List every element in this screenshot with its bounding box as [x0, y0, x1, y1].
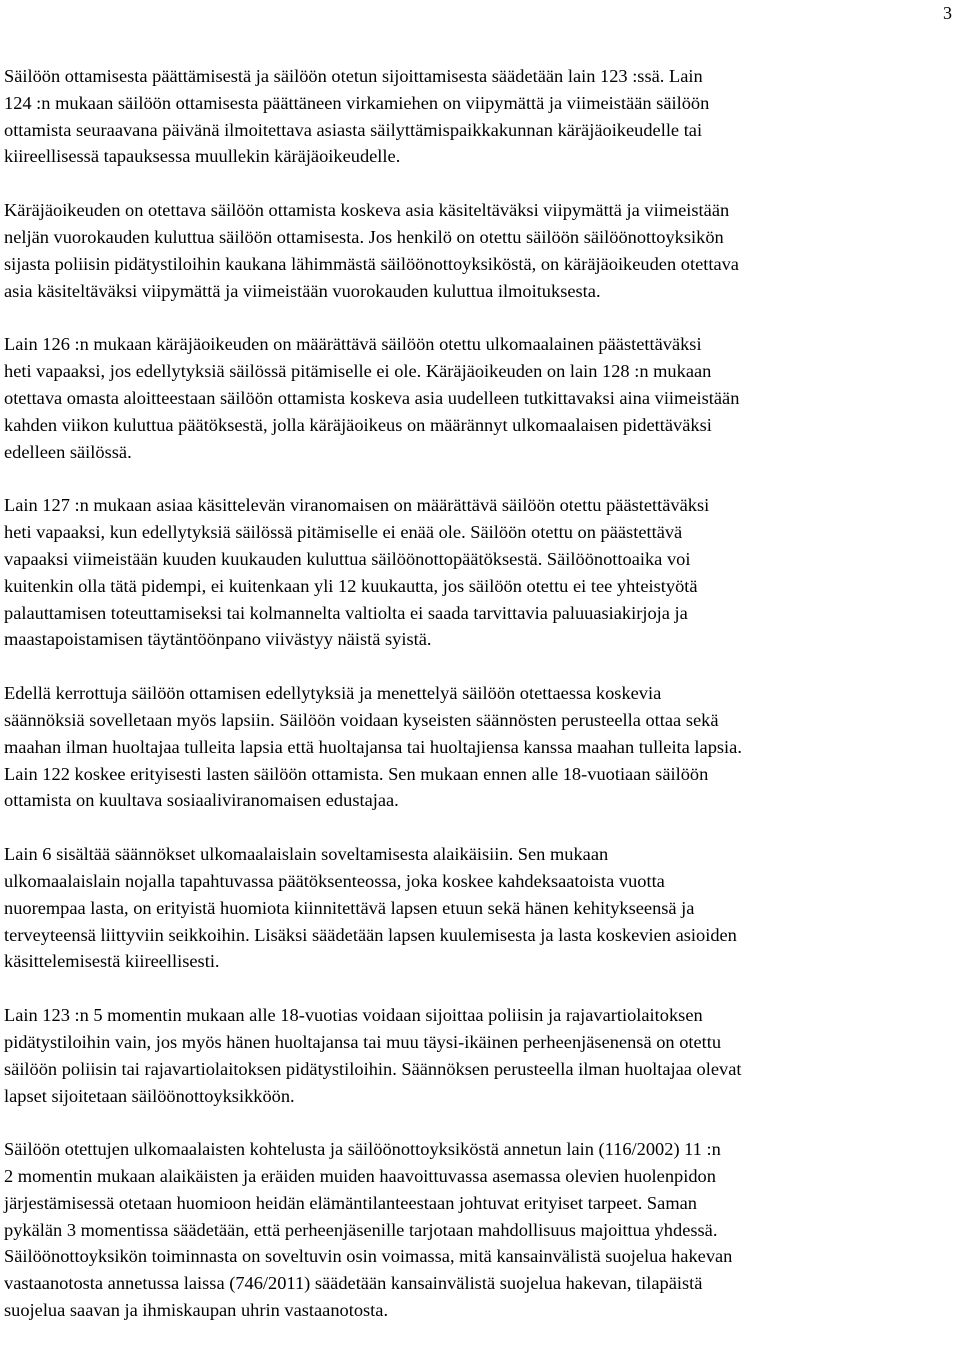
paragraph-detention-decision: Säilöön ottamisesta päättämisestä ja säilöön otetun sijoittamisesta säädetään lain 123 :ssä. Lain 124 :n mukaan säilöön ottamisesta päättäneen virkamiehen on viipymättä ja viimeistään säilöön ottamista seuraavana päivänä ilmoitettava asiasta säilyttämispaikkakunnan käräjäoikeudelle tai kiireellisessä tapauksessa muullekin käräjäoikeudelle.	[4, 66, 710, 167]
paragraph-detention-unit-care: Säilöön otettujen ulkomaalaisten kohtelusta ja säilöönottoyksiköstä annetun lain (116/2002) 11 :n 2 momentin mukaan alaikäisten ja eräiden muiden haavoittuvassa asemassa olevien huolenpidon järjestämisessä otetaan huomioon heidän elämäntilanteestaan johtuvat erityiset tarpeet. Saman pykälän 3 momentissa säädetään, että perheenjäsenille tarjotaan mahdollisuus majoittua yhdessä. Säilöönottoyksikön toiminnasta on soveltuvin osin voimassa, mitä kansainvälistä suojelua hakevan vastaanotosta annetussa laissa (746/2011) säädetään kansainvälistä suojelua hakevan, tilapäistä suojelua saavan ja ihmiskaupan uhrin vastaanotosta.	[4, 1139, 733, 1321]
paragraph-court-review: Käräjäoikeuden on otettava säilöön ottamista koskeva asia käsiteltäväksi viipymättä ja viimeistään neljän vuorokauden kuluttua säilöön ottamisesta. Jos henkilö on otettu säilöön säilöönottoyksikön sijasta poliisin pidätystiloihin kaukana lähimmästä säilöönottoyksiköstä, on käräjäoikeuden otettava asia käsiteltäväksi viipymättä ja viimeistään vuorokauden kuluttua ilmoituksesta.	[4, 200, 739, 301]
document-body	[4, 63, 959, 1351]
page-number: 3	[943, 3, 952, 23]
paragraph-release-by-court: Lain 126 :n mukaan käräjäoikeuden on määrättävä säilöön otettu ulkomaalainen päästettäväksi heti vapaaksi, jos edellytyksiä säilössä pitämiselle ei ole. Käräjäoikeuden on lain 128 :n mukaan otettava omasta aloitteestaan säilöön ottamista koskeva asia uudelleen tutkittavaksi aina viimeistään kahden viikon kuluttua päätöksestä, jolla käräjäoikeus on määrännyt ulkomaalaisen pidettäväksi edelleen säilössä.	[4, 334, 740, 462]
paragraph-minors-placement: Lain 123 :n 5 momentin mukaan alle 18-vuotias voidaan sijoittaa poliisin ja rajavartiolaitoksen pidätystiloihin vain, jos myös hänen huoltajansa tai muu täysi-ikäinen perheenjäsenensä on otettu säilöön poliisin tai rajavartiolaitoksen pidätystiloihin. Säännöksen perusteella ilman huoltajaa olevat lapset sijoitetaan säilöönottoyksikköön.	[4, 1005, 742, 1106]
paragraph-children-detention: Edellä kerrottuja säilöön ottamisen edellytyksiä ja menettelyä säilöön otettaessa koskevia säännöksiä sovelletaan myös lapsiin. Säilöön voidaan kyseisten säännösten perusteella ottaa sekä maahan ilman huoltajaa tulleita lapsia että huoltajansa tai huoltajiensa kanssa maahan tulleita lapsia. Lain 122 koskee erityisesti lasten säilöön ottamista. Sen mukaan ennen alle 18-vuotiaan säilöön ottamista on kuultava sosiaaliviranomaisen edustajaa.	[4, 683, 742, 811]
paragraph-release-by-authority: Lain 127 :n mukaan asiaa käsittelevän viranomaisen on määrättävä säilöön otettu päästettäväksi heti vapaaksi, kun edellytyksiä säilössä pitämiselle ei enää ole. Säilöön otettu on päästettävä vapaaksi viimeistään kuuden kuukauden kuluttua säilöönottopäätöksestä. Säilöönottoaika voi kuitenkin olla tätä pidempi, ei kuitenkaan yli 12 kuukautta, jos säilöön otettu ei tee yhteistyötä palauttamisen toteuttamiseksi tai kolmannelta valtiolta ei saada tarvittavia paluuasiakirjoja ja maastapoistamisen täytäntöönpano viivästyy näistä syistä.	[4, 495, 710, 650]
paragraph-minors-application: Lain 6 sisältää säännökset ulkomaalaislain soveltamisesta alaikäisiin. Sen mukaan ulkomaalaislain nojalla tapahtuvassa päätöksenteossa, joka koskee kahdeksaatoista vuotta nuorempaa lasta, on erityistä huomiota kiinnitettävä lapsen etuun sekä hänen kehitykseensä ja terveyteensä liittyviin seikkoihin. Lisäksi säädetään lapsen kuulemisesta ja lasta koskevien asioiden käsittelemisestä kiireellisesti.	[4, 844, 737, 972]
